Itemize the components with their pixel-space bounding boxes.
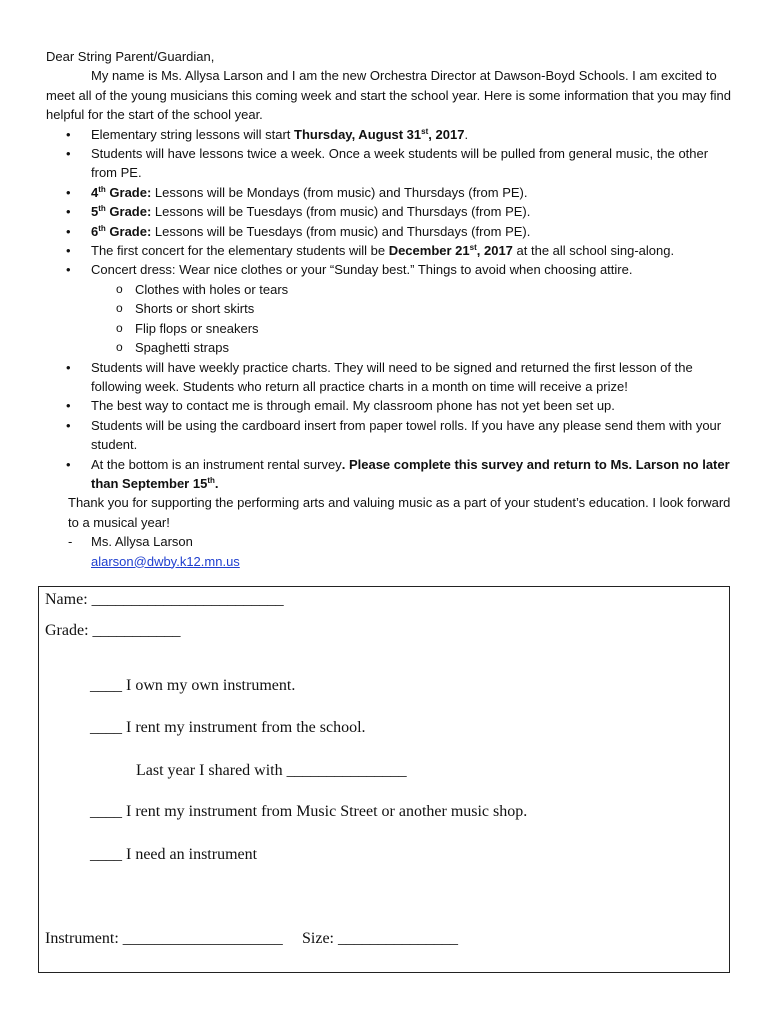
sub-list-item: o Flip flops or sneakers — [91, 319, 736, 338]
greeting: Dear String Parent/Guardian, — [46, 49, 215, 64]
size-field[interactable]: Size: _______________ — [302, 930, 458, 947]
email-link[interactable]: alarson@dwby.k12.mn.us — [91, 553, 240, 569]
rent-from-shop-option[interactable]: ____ I rent my instrument from Music Street or another music shop. — [90, 803, 528, 820]
list-item: • 6th Grade: Lessons will be Tuesdays (from music) and Thursdays (from PE). — [46, 222, 736, 241]
list-item: • Elementary string lessons will start Thursday, August 31st, 2017. — [46, 125, 736, 144]
signature: Ms. Allysa Larson — [91, 534, 193, 550]
sub-list-item: o Clothes with holes or tears — [91, 280, 736, 299]
list-item: • Students will have weekly practice charts. They will need to be signed and returned the first lesson of the following week. Students who return all practice charts in a month on time will receive a prize! — [46, 358, 736, 397]
instrument-field[interactable]: Instrument: ____________________ — [45, 930, 283, 947]
list-item: • Students will have lessons twice a week. Once a week students will be pulled from general music, the other from PE. — [46, 144, 736, 183]
signature-line — [46, 532, 736, 551]
list-item: • Students will be using the cardboard insert from paper towel rolls. If you have any please send them with your student. — [46, 416, 736, 455]
attire-avoid-list — [91, 280, 736, 358]
own-instrument-option[interactable]: ____ I own my own instrument. — [90, 677, 296, 694]
list-item: • Concert dress: Wear nice clothes or your “Sunday best.” Things to avoid when choosing attire. o Clothes with holes or tears o Shorts or short skirts o Flip flops or sneakers o Spaghetti straps — [46, 260, 736, 357]
list-item: • 5th Grade: Lessons will be Tuesdays (from music) and Thursdays (from PE). — [46, 202, 736, 221]
sub-list-item: o Shorts or short skirts — [91, 299, 736, 318]
rental-survey-box — [38, 586, 730, 973]
list-item: • The first concert for the elementary students will be December 21st, 2017 at the all school sing-along. — [46, 241, 736, 260]
list-item: • The best way to contact me is through email. My classroom phone has not yet been set up. — [46, 396, 736, 415]
intro-paragraph: My name is Ms. Allysa Larson and I am the new Orchestra Director at Dawson-Boyd Schools. I am excited to meet all of the young musicians this coming week and start the school year. Here is some information that you may find helpful for the start of the school year. — [46, 68, 732, 123]
list-item: • At the bottom is an instrument rental survey. Please complete this survey and return to Ms. Larson no later than September 15th. — [46, 455, 736, 494]
list-item: • 4th Grade: Lessons will be Mondays (from music) and Thursdays (from PE). — [46, 183, 736, 202]
thanks-paragraph: Thank you for supporting the performing arts and valuing music as a part of your student’s education. I look forward to a musical year! — [68, 495, 731, 530]
name-field[interactable]: Name: ________________________ — [45, 591, 284, 608]
sub-list-item: o Spaghetti straps — [91, 338, 736, 357]
shared-with-field[interactable]: Last year I shared with _______________ — [136, 762, 407, 779]
letter — [46, 47, 736, 571]
rent-from-school-option[interactable]: ____ I rent my instrument from the school. — [90, 719, 366, 736]
need-instrument-option[interactable]: ____ I need an instrument — [90, 846, 258, 863]
grade-field[interactable]: Grade: ___________ — [45, 622, 181, 639]
info-list — [46, 125, 736, 494]
signature-dash: - — [68, 534, 73, 550]
